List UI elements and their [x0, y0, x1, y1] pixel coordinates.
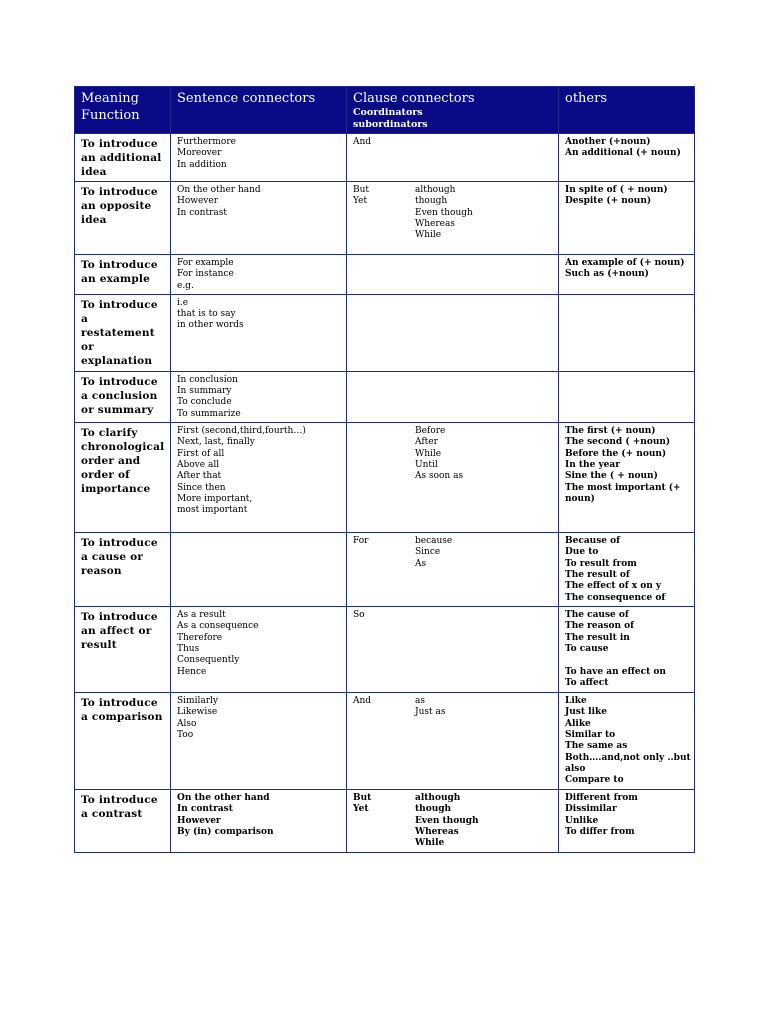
- sentence-connector: e.g.: [177, 280, 194, 291]
- table-row: [75, 533, 695, 607]
- table-row: [75, 790, 695, 852]
- sentence-connectors-cell: [171, 693, 347, 790]
- subordinators-list: [415, 793, 552, 849]
- coordinator: So: [353, 610, 365, 621]
- coordinator: Yet: [353, 196, 368, 207]
- subordinator: Since: [415, 547, 441, 558]
- subordinator: though: [415, 196, 448, 207]
- clause-connectors-cell: [347, 790, 559, 852]
- sentence-connector: First of all: [177, 448, 225, 459]
- meaning-line: an affect or: [81, 625, 152, 638]
- other-connector: The effect of x on y: [565, 581, 662, 592]
- clause-connectors-cell: [347, 371, 559, 422]
- table-row: [75, 693, 695, 790]
- subordinator: Just as: [415, 707, 446, 718]
- other-connector: The result of: [565, 569, 630, 580]
- coordinator: And: [353, 137, 372, 147]
- subordinator: although: [415, 185, 456, 195]
- subordinators-list: [415, 610, 552, 621]
- coordinator: And: [353, 696, 372, 707]
- others-cell: [559, 607, 695, 693]
- clause-columns: [353, 426, 552, 482]
- other-connector: Before the (+ noun): [565, 448, 667, 459]
- meaning-line: reason: [81, 565, 122, 578]
- sentence-connectors-cell: [171, 255, 347, 295]
- others-cell: [559, 294, 695, 371]
- coordinators-list: [353, 426, 415, 482]
- other-connector: An additional (+ noun): [565, 148, 681, 159]
- sentence-connector: More important,: [177, 493, 253, 504]
- subordinator: Even though: [415, 815, 479, 826]
- other-connector: The consequence of: [565, 592, 666, 603]
- clause-columns: [353, 696, 552, 719]
- meaning-cell: [75, 693, 171, 790]
- other-connector: To affect: [565, 677, 609, 688]
- connectors-table: [74, 86, 695, 853]
- table-body: [75, 134, 695, 853]
- meaning-line: To introduce: [81, 537, 158, 550]
- header-clause-sub2: subordinators: [353, 119, 428, 130]
- subordinator: As: [415, 558, 427, 569]
- sentence-connector: most important: [177, 505, 248, 516]
- other-connector: In the year: [565, 459, 620, 470]
- other-connector: [565, 655, 688, 666]
- table-row: [75, 371, 695, 422]
- coordinator: Yet: [353, 804, 369, 815]
- other-connector: Similar to: [565, 729, 616, 740]
- coordinator: For: [353, 536, 369, 547]
- other-connector: Another (+noun): [565, 137, 651, 147]
- sentence-connector: Therefore: [177, 632, 223, 643]
- sentence-connector: First (second,third,fourth…): [177, 426, 306, 437]
- meaning-line: a comparison: [81, 711, 163, 724]
- meaning-line: To introduce: [81, 375, 158, 388]
- meaning-line: idea: [81, 214, 107, 226]
- other-connector: The reason of: [565, 621, 635, 632]
- clause-connectors-cell: [347, 255, 559, 295]
- others-cell: [559, 255, 695, 295]
- header-sentence-label: Sentence connectors: [177, 91, 316, 106]
- sentence-connectors-cell: [171, 371, 347, 422]
- others-cell: [559, 371, 695, 422]
- sentence-connector: Also: [177, 718, 197, 729]
- clause-columns: [353, 610, 552, 621]
- sentence-connector: Too: [177, 729, 194, 740]
- clause-columns: [353, 185, 552, 241]
- sentence-connector: Since then: [177, 482, 226, 493]
- other-connector: Due to: [565, 547, 599, 558]
- subordinators-list: [415, 426, 552, 482]
- coordinators-list: [353, 610, 415, 621]
- table-row: [75, 294, 695, 371]
- other-connector: In spite of ( + noun): [565, 185, 668, 195]
- other-connector: noun): [565, 493, 595, 504]
- meaning-line: an opposite: [81, 200, 152, 212]
- meaning-line: an additional: [81, 152, 162, 164]
- coordinators-list: [353, 536, 415, 570]
- meaning-cell: [75, 134, 171, 182]
- other-connector: The first (+ noun): [565, 426, 656, 437]
- subordinator: Even though: [415, 207, 473, 218]
- other-connector: Alike: [565, 718, 591, 729]
- subordinator: Whereas: [415, 218, 455, 229]
- coordinators-list: [353, 696, 415, 719]
- sentence-connector: After that: [177, 471, 222, 482]
- sentence-connector: Furthermore: [177, 137, 236, 147]
- subordinator: Whereas: [415, 826, 459, 837]
- sentence-connector: For instance: [177, 269, 234, 280]
- sentence-connector: To summarize: [177, 408, 241, 419]
- header-clause: [347, 87, 559, 134]
- meaning-line: chronological: [81, 441, 165, 454]
- subordinators-list: [415, 536, 552, 570]
- sentence-connector: As a result: [177, 610, 226, 621]
- header-others-label: others: [565, 91, 608, 106]
- header-meaning: [75, 87, 171, 134]
- sentence-connector: Likewise: [177, 707, 218, 718]
- coordinator: But: [353, 185, 370, 195]
- meaning-line: To introduce: [81, 794, 158, 807]
- other-connector: Such as (+noun): [565, 269, 649, 280]
- meaning-line: idea: [81, 166, 107, 178]
- table-header: [75, 87, 695, 134]
- meaning-cell: [75, 371, 171, 422]
- meaning-cell: [75, 607, 171, 693]
- other-connector: Despite (+ noun): [565, 196, 652, 207]
- subordinators-list: [415, 137, 552, 148]
- subordinator: as: [415, 696, 425, 707]
- subordinator: Until: [415, 459, 438, 470]
- sentence-connectors-cell: [171, 134, 347, 182]
- sentence-connector: that is to say: [177, 309, 236, 320]
- meaning-cell: [75, 790, 171, 852]
- sentence-connector: For example: [177, 258, 234, 268]
- clause-columns: [353, 793, 552, 849]
- others-cell: [559, 533, 695, 607]
- clause-connectors-cell: [347, 533, 559, 607]
- other-connector: The second ( +noun): [565, 437, 671, 448]
- meaning-line: or explanation: [81, 340, 153, 367]
- meaning-line: To introduce: [81, 259, 158, 271]
- other-connector: also: [565, 763, 586, 774]
- sentence-connector: Hence: [177, 666, 207, 677]
- sentence-connector: In contrast: [177, 804, 233, 815]
- coordinator: But: [353, 793, 372, 804]
- meaning-line: or summary: [81, 403, 154, 416]
- sentence-connectors-cell: [171, 607, 347, 693]
- sentence-connector: Above all: [177, 459, 220, 470]
- sentence-connector: In summary: [177, 386, 232, 397]
- other-connector: Unlike: [565, 815, 599, 826]
- meaning-line: a cause or: [81, 551, 144, 564]
- subordinator: After: [415, 437, 438, 448]
- sentence-connector: By (in) comparison: [177, 826, 274, 837]
- other-connector: Different from: [565, 793, 638, 804]
- subordinators-list: [415, 696, 552, 719]
- other-connector: The same as: [565, 741, 628, 752]
- others-cell: [559, 182, 695, 255]
- sentence-connectors-cell: [171, 423, 347, 533]
- others-cell: [559, 423, 695, 533]
- meaning-line: To introduce: [81, 186, 158, 198]
- sentence-connector: To conclude: [177, 397, 232, 408]
- meaning-line: result: [81, 639, 117, 652]
- clause-connectors-cell: [347, 134, 559, 182]
- meaning-line: order of: [81, 469, 130, 482]
- table-row: [75, 423, 695, 533]
- meaning-line: importance: [81, 483, 151, 496]
- meaning-cell: [75, 255, 171, 295]
- sentence-connector: However: [177, 815, 221, 826]
- other-connector: The cause of: [565, 610, 629, 621]
- meaning-line: To clarify: [81, 427, 138, 440]
- sentence-connector: Next, last, finally: [177, 437, 255, 448]
- header-clause-sub1: Coordinators: [353, 107, 423, 118]
- sentence-connector: in other words: [177, 320, 244, 331]
- meaning-line: To introduce: [81, 298, 158, 311]
- sentence-connector: However: [177, 196, 219, 207]
- sentence-connectors-cell: [171, 533, 347, 607]
- sentence-connector: i.e: [177, 297, 189, 308]
- subordinator: While: [415, 838, 445, 849]
- others-cell: [559, 134, 695, 182]
- sentence-connector: Thus: [177, 643, 200, 654]
- coordinators-list: [353, 793, 415, 849]
- sentence-connectors-cell: [171, 182, 347, 255]
- subordinator: though: [415, 804, 452, 815]
- other-connector: Because of: [565, 536, 620, 547]
- sentence-connector: Similarly: [177, 696, 218, 707]
- meaning-line: To introduce: [81, 138, 158, 150]
- subordinator: As soon as: [415, 471, 464, 482]
- header-meaning-line1: Meaning: [81, 91, 139, 106]
- sentence-connectors-cell: [171, 294, 347, 371]
- sentence-connector: On the other hand: [177, 185, 261, 195]
- meaning-cell: [75, 533, 171, 607]
- other-connector: To differ from: [565, 826, 635, 837]
- subordinator: because: [415, 536, 453, 547]
- meaning-line: an example: [81, 273, 150, 285]
- clause-columns: [353, 137, 552, 148]
- coordinators-list: [353, 185, 415, 241]
- other-connector: Just like: [565, 707, 607, 718]
- table-row: [75, 134, 695, 182]
- other-connector: The most important (+: [565, 482, 681, 493]
- other-connector: Compare to: [565, 775, 624, 786]
- table-row: [75, 607, 695, 693]
- clause-connectors-cell: [347, 294, 559, 371]
- sentence-connector: In conclusion: [177, 374, 238, 385]
- clause-connectors-cell: [347, 693, 559, 790]
- other-connector: To cause: [565, 643, 609, 654]
- meaning-line: order and: [81, 455, 141, 468]
- clause-connectors-cell: [347, 182, 559, 255]
- subordinator: Before: [415, 426, 446, 437]
- other-connector: Sine the ( + noun): [565, 471, 658, 482]
- meaning-cell: [75, 182, 171, 255]
- header-sentence: [171, 87, 347, 134]
- sentence-connector: As a consequence: [177, 621, 259, 632]
- clause-columns: [353, 536, 552, 570]
- sentence-connector: On the other hand: [177, 793, 270, 804]
- other-connector: Both….and,not only ..but: [565, 752, 691, 763]
- subordinator: although: [415, 793, 461, 804]
- clause-connectors-cell: [347, 607, 559, 693]
- other-connector: An example of (+ noun): [565, 258, 685, 268]
- coordinators-list: [353, 137, 415, 148]
- header-meaning-line2: Function: [81, 108, 140, 123]
- sentence-connector: Consequently: [177, 655, 240, 666]
- others-cell: [559, 790, 695, 852]
- other-connector: Dissimilar: [565, 804, 617, 815]
- header-others: [559, 87, 695, 134]
- sentence-connector: In contrast: [177, 207, 227, 218]
- others-cell: [559, 693, 695, 790]
- meaning-line: a conclusion: [81, 389, 158, 402]
- table-row: [75, 255, 695, 295]
- other-connector: To result from: [565, 558, 637, 569]
- other-connector: The result in: [565, 632, 630, 643]
- clause-connectors-cell: [347, 423, 559, 533]
- header-clause-label: Clause connectors: [353, 91, 475, 106]
- meaning-line: a contrast: [81, 808, 143, 821]
- subordinator: While: [415, 448, 442, 459]
- meaning-cell: [75, 294, 171, 371]
- meaning-cell: [75, 423, 171, 533]
- subordinator: While: [415, 230, 442, 241]
- subordinators-list: [415, 185, 552, 241]
- sentence-connector: In addition: [177, 159, 227, 170]
- other-connector: Like: [565, 696, 587, 707]
- sentence-connectors-cell: [171, 790, 347, 852]
- meaning-line: a restatement: [81, 312, 155, 339]
- meaning-line: To introduce: [81, 697, 158, 710]
- table-row: [75, 182, 695, 255]
- other-connector: To have an effect on: [565, 666, 666, 677]
- sentence-connector: Moreover: [177, 148, 222, 159]
- meaning-line: To introduce: [81, 611, 158, 624]
